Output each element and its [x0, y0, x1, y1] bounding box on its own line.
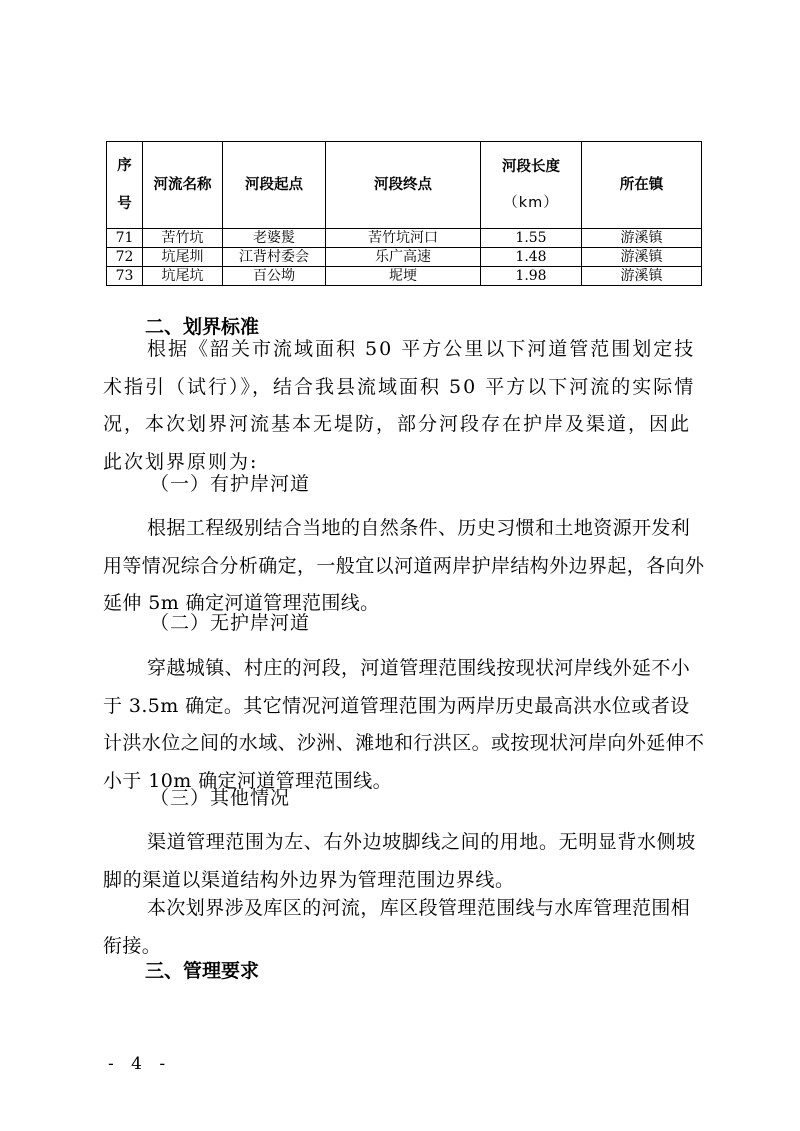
body-paragraph: 根据《韶关市流域面积 50 平方公里以下河道管范围划定技术指引（试行）》，结合我县流域面积 50 平方以下河流的实际情况，本次划界河流基本无堤防，部分河段存在护岸及渠道，因此此次划界原则为:	[103, 338, 696, 473]
cell-end: 坭埂	[326, 267, 481, 286]
cell-start: 老婆髲	[223, 229, 326, 248]
cell-river-name: 坑尾圳	[143, 248, 223, 267]
body-paragraph: 根据工程级别结合当地的自然条件、历史习惯和土地资源开发利用等情况综合分析确定，一般宜以河道两岸护岸结构外边界起，各向外延伸 5m 确定河道管理范围线。	[103, 517, 705, 614]
header-start: 河段起点	[223, 142, 326, 229]
cell-length: 1.98	[481, 267, 582, 286]
cell-river-name: 坑尾坑	[143, 267, 223, 286]
body-paragraph: 渠道管理范围为左、右外边坡脚线之间的用地。无明显背水侧坡脚的渠道以渠道结构外边界为管理范围边界线。	[103, 831, 696, 891]
header-river-name: 河流名称	[143, 142, 223, 229]
cell-river-name: 苦竹坑	[143, 229, 223, 248]
cell-end: 乐广高速	[326, 248, 481, 267]
body-paragraph: 穿越城镇、村庄的河段，河道管理范围线按现状河岸线外延不小于 3.5m 确定。其它情况河道管理范围为两岸历史最高洪水位或者设计洪水位之间的水域、沙洲、滩地和行洪区。或按现状河岸向外延伸不小于 10m 确定河道管理范围线。	[103, 657, 705, 792]
header-length: 河段长度 （km）	[481, 142, 582, 229]
section-heading-management-requirements: 三、管理要求	[145, 960, 260, 982]
cell-town: 游溪镇	[582, 248, 702, 267]
cell-length: 1.48	[481, 248, 582, 267]
body-paragraph: 本次划界涉及库区的河流，库区段管理范围线与水库管理范围相衔接。	[103, 897, 691, 957]
section-heading-demarcation-standard: 二、划界标准	[145, 316, 260, 338]
header-town: 所在镇	[582, 142, 702, 229]
cell-town: 游溪镇	[582, 267, 702, 286]
cell-town: 游溪镇	[582, 229, 702, 248]
cell-length: 1.55	[481, 229, 582, 248]
table-row	[107, 229, 702, 248]
cell-seq: 72	[107, 248, 143, 267]
cell-seq: 71	[107, 229, 143, 248]
table-row	[107, 267, 702, 286]
cell-seq: 73	[107, 267, 143, 286]
header-seq: 序 号	[107, 142, 143, 229]
table-header-row	[107, 142, 702, 229]
cell-end: 苦竹坑河口	[326, 229, 481, 248]
cell-start: 江背村委会	[223, 248, 326, 267]
river-table	[106, 141, 702, 286]
header-end: 河段终点	[326, 142, 481, 229]
subheading-no-revetment-river: （二）无护岸河道	[150, 612, 311, 634]
subheading-revetment-river: （一）有护岸河道	[150, 473, 311, 495]
subheading-other-cases: （三）其他情况	[150, 787, 291, 809]
page-number: - 4 -	[108, 1054, 172, 1074]
cell-start: 百公坳	[223, 267, 326, 286]
table-row	[107, 248, 702, 267]
